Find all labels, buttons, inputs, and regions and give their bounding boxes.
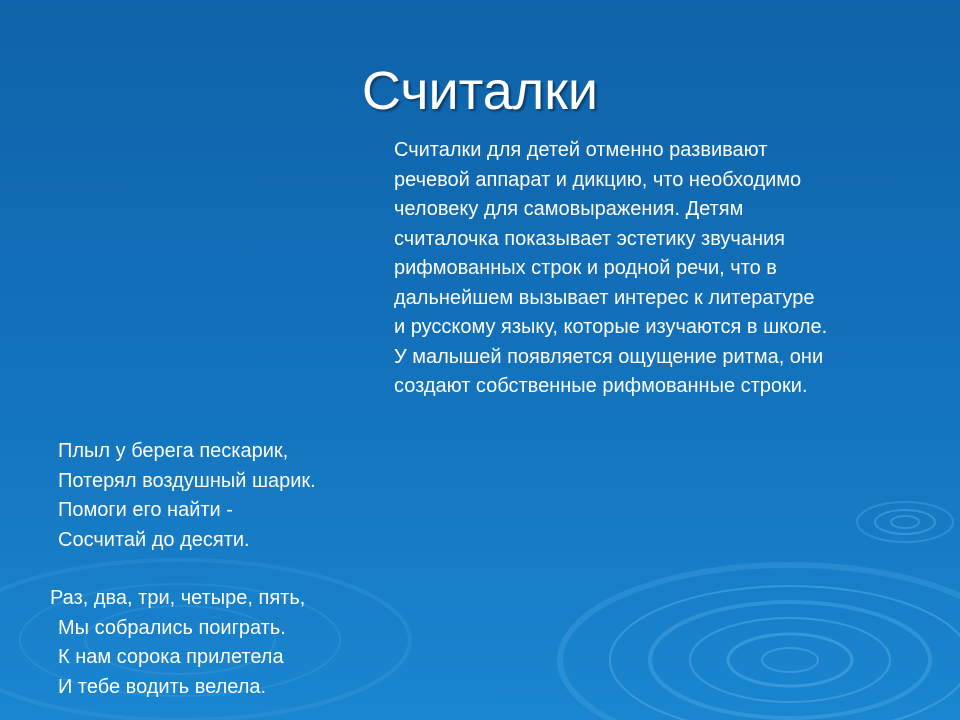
intro-line: и русскому языку, которые изучаются в школе. [394,316,828,338]
intro-paragraph [394,136,954,402]
poem-line: Плыл у берега пескарик, [58,440,289,462]
poem-line: Сосчитай до десяти. [58,528,250,551]
ripple-ring [875,510,935,534]
ripple-ring [650,602,930,718]
intro-line: рифмованных строк и родной речи, что в [394,257,777,279]
poem-line: К нам сорока прилетела [58,646,284,668]
poem-peskarik [58,437,316,555]
intro-line: человеку для самовыражения. Детям [394,198,744,220]
poem-line: Помоги его найти - [58,499,233,521]
ripple-ring [610,586,960,720]
ripple-ring [762,648,818,672]
poem-line: Мы собрались поиграть. [58,616,286,639]
poem-line: Раз, два, три, четыре, пять, [50,587,306,609]
ripple-ring [728,634,852,686]
slide-title: Считалки [361,61,599,121]
ripple-ring [690,618,890,702]
ripple-ring [857,502,953,542]
intro-line: создают собственные рифмованные строки. [394,375,808,397]
intro-line: считалочка показывает эстетику звучания [394,227,785,250]
poem-line: Потерял воздушный шарик. [58,469,316,492]
poem-soroka [50,584,305,702]
intro-line: У малышей появляется ощущение ритма, они [394,345,824,368]
intro-line: дальнейшем вызывает интерес к литературе [394,286,815,309]
ripple-ring [891,516,919,528]
intro-line: Считалки для детей отменно развивают [394,139,768,161]
poem-line: И тебе водить велела. [58,675,267,698]
intro-line: речевой аппарат и дикцию, что необходимо [394,168,802,191]
